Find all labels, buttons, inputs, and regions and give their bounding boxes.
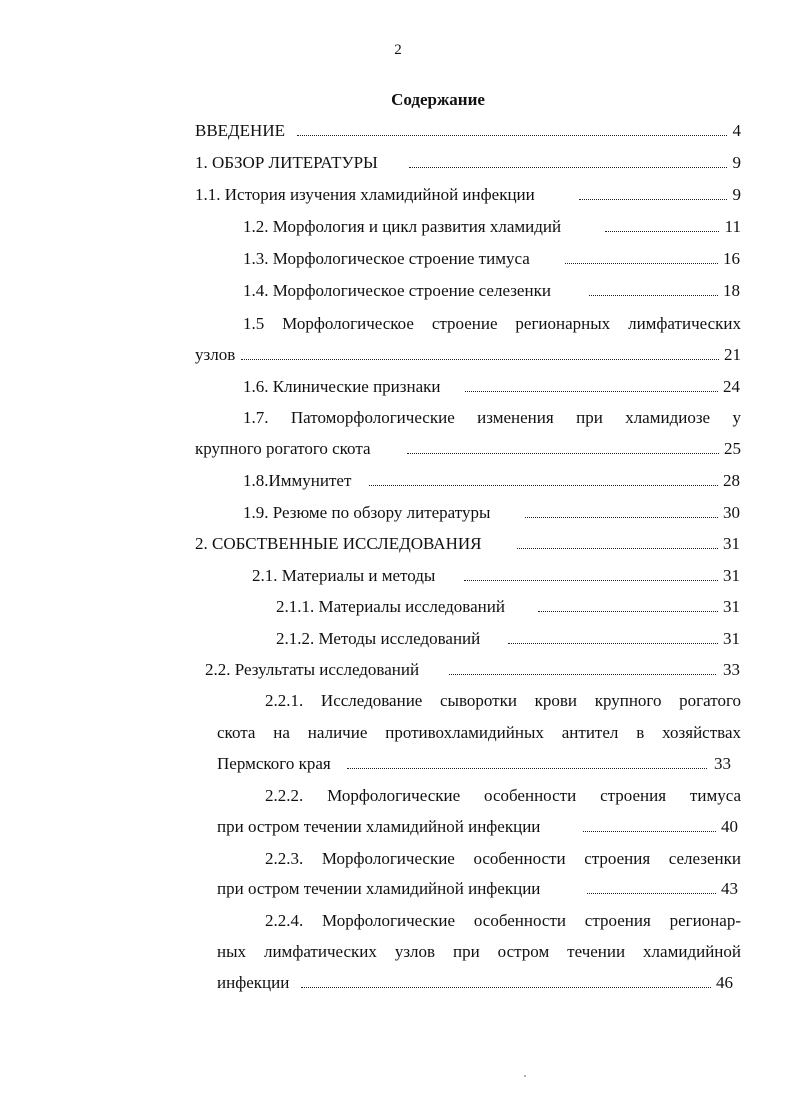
toc-entry-text: 2. СОБСТВЕННЫЕ ИССЛЕДОВАНИЯ [195,534,482,553]
toc-entry-own-research [195,533,740,555]
toc-entry-page: 18 [723,281,740,300]
toc-leader-dots [464,565,718,581]
toc-entry-page: 30 [723,503,740,522]
toc-entry-page: 46 [716,973,733,992]
toc-entry-page: 31 [723,534,740,553]
toc-entry-2-2-1 [217,753,731,775]
toc-entry-text: 2.2. Результаты исследований [205,660,420,679]
toc-leader-dots [301,972,711,988]
toc-entry-page: 9 [732,153,741,172]
toc-entry-2-1-1 [276,596,740,618]
toc-entry-page: 11 [724,217,741,236]
toc-leader-dots [589,280,718,296]
toc-entry-1-7 [195,438,741,460]
toc-leader-dots [587,878,716,894]
toc-entry-1-8 [243,470,740,492]
toc-leader-dots [605,216,719,232]
toc-entry-text: 2.1.1. Материалы исследований [276,597,505,616]
toc-entry-text: 2.1.2. Методы исследований [276,629,481,648]
toc-entry-text: при остром течении хламидийной инфекции [217,879,541,898]
toc-entry-1-5 [195,344,741,366]
toc-entry-page: 4 [732,121,741,140]
toc-leader-dots [241,344,719,360]
toc-entry-text: Пермского края [217,754,331,773]
toc-entry-page: 40 [721,817,738,836]
toc-entry-1-7-line1: 1.7. Патоморфологические изменения при хламидиозе у [243,408,741,427]
toc-entry-text: 1.3. Морфологическое строение тимуса [243,249,530,268]
toc-entry-text: при остром течении хламидийной инфекции [217,817,541,836]
toc-entry-1-3 [243,248,740,270]
toc-entry-2-2-4-line2: ных лимфатических узлов при остром течении хламидийной [217,942,741,961]
toc-entry-introduction [195,120,741,142]
toc-entry-page: 33 [723,660,740,679]
toc-entry-page: 43 [721,879,738,898]
toc-leader-dots [449,659,716,675]
toc-entry-text: узлов [195,345,236,364]
toc-entry-page: 31 [723,629,740,648]
toc-entry-text: 1.8.Иммунитет [243,471,352,490]
toc-leader-dots [538,596,718,612]
toc-entry-2-2-1-line1: 2.2.1. Исследование сыворотки крови крупного рогатого [265,691,741,710]
toc-leader-dots [565,248,718,264]
toc-entry-page: 31 [723,566,740,585]
toc-entry-1-9 [243,502,740,524]
toc-leader-dots [297,120,727,136]
toc-entry-text: инфекции [217,973,290,992]
toc-entry-2-2-4 [217,972,733,994]
toc-entry-literature-review [195,152,741,174]
toc-leader-dots [508,628,718,644]
toc-leader-dots [369,470,718,486]
toc-entry-page: 24 [723,377,740,396]
toc-entry-1-1 [195,184,741,206]
page-number: 2 [394,42,402,58]
toc-entry-page: 33 [714,754,731,773]
toc-leader-dots [407,438,719,454]
toc-leader-dots [347,753,707,769]
scan-speck [524,1075,526,1077]
toc-entry-page: 9 [732,185,741,204]
toc-entry-page: 25 [724,439,741,458]
toc-entry-text: 1.2. Морфология и цикл развития хламидий [243,217,562,236]
toc-entry-1-5-line1: 1.5 Морфологическое строение регионарных лимфатических [243,314,741,333]
toc-entry-page: 31 [723,597,740,616]
toc-entry-2-2-4-line1: 2.2.4. Морфологические особенности строения регионар- [265,911,741,930]
toc-leader-dots [579,184,727,200]
toc-entry-2-2-2-line1: 2.2.2. Морфологические особенности строения тимуса [265,786,741,805]
toc-entry-2-1-2 [276,628,740,650]
toc-entry-2-2-3-line1: 2.2.3. Морфологические особенности строения селезенки [265,849,741,868]
toc-entry-2-2-1-line2: скота на наличие противохламидийных антител в хозяйствах [217,723,741,742]
toc-leader-dots [517,533,718,549]
toc-entry-text: 1.9. Резюме по обзору литературы [243,503,491,522]
toc-entry-1-6 [243,376,740,398]
toc-entry-text: 1.6. Клинические признаки [243,377,441,396]
toc-entry-page: 21 [724,345,741,364]
toc-leader-dots [525,502,718,518]
toc-leader-dots [409,152,727,168]
toc-entry-page: 28 [723,471,740,490]
toc-entry-2-2-2 [217,816,738,838]
toc-entry-2-1 [252,565,740,587]
toc-entry-text: 2.1. Материалы и методы [252,566,436,585]
toc-entry-text: 1.1. История изучения хламидийной инфекции [195,185,535,204]
toc-entry-1-4 [243,280,740,302]
toc-entry-page: 16 [723,249,740,268]
toc-entry-1-2 [243,216,741,238]
toc-entry-text: крупного рогатого скота [195,439,371,458]
toc-entry-text: 1.4. Морфологическое строение селезенки [243,281,551,300]
toc-leader-dots [583,816,716,832]
toc-entry-2-2 [205,659,740,681]
toc-entry-text: ВВЕДЕНИЕ [195,121,285,140]
toc-leader-dots [465,376,718,392]
toc-entry-2-2-3 [217,878,738,900]
toc-title: Содержание [391,90,485,109]
toc-entry-text: 1. ОБЗОР ЛИТЕРАТУРЫ [195,153,378,172]
